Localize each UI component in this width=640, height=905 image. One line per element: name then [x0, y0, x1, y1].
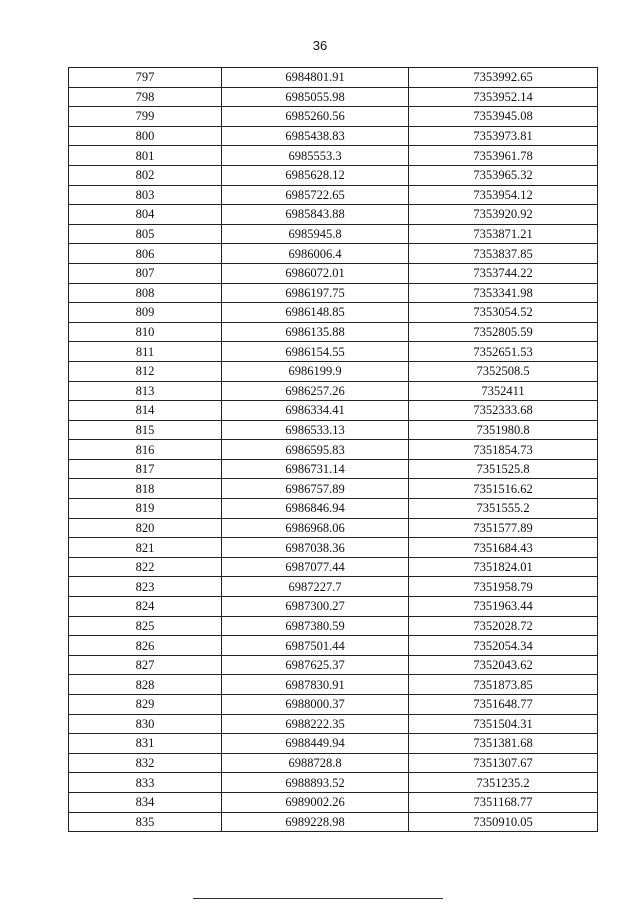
x-coordinate-cell: 6986334.41 [222, 401, 409, 421]
table-row [69, 734, 598, 754]
y-coordinate-cell: 7351168.77 [409, 792, 598, 812]
y-coordinate-cell: 7351684.43 [409, 538, 598, 558]
y-coordinate-cell: 7352054.34 [409, 636, 598, 656]
point-number-cell: 801 [69, 146, 222, 166]
point-number-cell: 823 [69, 577, 222, 597]
x-coordinate-cell: 6989228.98 [222, 812, 409, 832]
y-coordinate-cell: 7353973.81 [409, 126, 598, 146]
point-number-cell: 835 [69, 812, 222, 832]
y-coordinate-cell: 7351963.44 [409, 597, 598, 617]
table-row [69, 244, 598, 264]
y-coordinate-cell: 7352043.62 [409, 655, 598, 675]
table-row [69, 714, 598, 734]
point-number-cell: 831 [69, 734, 222, 754]
point-number-cell: 804 [69, 205, 222, 225]
point-number-cell: 797 [69, 68, 222, 88]
footer-rule [193, 898, 443, 899]
point-number-cell: 826 [69, 636, 222, 656]
x-coordinate-cell: 6986757.89 [222, 479, 409, 499]
point-number-cell: 813 [69, 381, 222, 401]
point-number-cell: 822 [69, 557, 222, 577]
x-coordinate-cell: 6985438.83 [222, 126, 409, 146]
table-row [69, 165, 598, 185]
point-number-cell: 805 [69, 224, 222, 244]
y-coordinate-cell: 7353744.22 [409, 263, 598, 283]
point-number-cell: 806 [69, 244, 222, 264]
table-row [69, 812, 598, 832]
y-coordinate-cell: 7351235.2 [409, 773, 598, 793]
y-coordinate-cell: 7353871.21 [409, 224, 598, 244]
point-number-cell: 815 [69, 420, 222, 440]
table-row [69, 205, 598, 225]
x-coordinate-cell: 6985722.65 [222, 185, 409, 205]
point-number-cell: 833 [69, 773, 222, 793]
table-row [69, 361, 598, 381]
y-coordinate-cell: 7353920.92 [409, 205, 598, 225]
table-row [69, 263, 598, 283]
x-coordinate-cell: 6986199.9 [222, 361, 409, 381]
y-coordinate-cell: 7352651.53 [409, 342, 598, 362]
y-coordinate-cell: 7351980.8 [409, 420, 598, 440]
x-coordinate-cell: 6987830.91 [222, 675, 409, 695]
x-coordinate-cell: 6984801.91 [222, 68, 409, 88]
table-row [69, 146, 598, 166]
table-row [69, 401, 598, 421]
x-coordinate-cell: 6988449.94 [222, 734, 409, 754]
point-number-cell: 807 [69, 263, 222, 283]
point-number-cell: 800 [69, 126, 222, 146]
point-number-cell: 808 [69, 283, 222, 303]
table-row [69, 479, 598, 499]
table-row [69, 185, 598, 205]
table-row [69, 459, 598, 479]
x-coordinate-cell: 6986846.94 [222, 499, 409, 519]
table-row [69, 518, 598, 538]
table-row [69, 675, 598, 695]
table-row [69, 616, 598, 636]
y-coordinate-cell: 7353341.98 [409, 283, 598, 303]
table-row [69, 499, 598, 519]
table-row [69, 342, 598, 362]
point-number-cell: 820 [69, 518, 222, 538]
y-coordinate-cell: 7351958.79 [409, 577, 598, 597]
y-coordinate-cell: 7351381.68 [409, 734, 598, 754]
table-row [69, 224, 598, 244]
y-coordinate-cell: 7353961.78 [409, 146, 598, 166]
table-row [69, 792, 598, 812]
x-coordinate-cell: 6986968.06 [222, 518, 409, 538]
y-coordinate-cell: 7353992.65 [409, 68, 598, 88]
x-coordinate-cell: 6986154.55 [222, 342, 409, 362]
point-number-cell: 816 [69, 440, 222, 460]
y-coordinate-cell: 7351504.31 [409, 714, 598, 734]
table-row [69, 283, 598, 303]
point-number-cell: 802 [69, 165, 222, 185]
x-coordinate-cell: 6988728.8 [222, 753, 409, 773]
x-coordinate-cell: 6986595.83 [222, 440, 409, 460]
table-row [69, 557, 598, 577]
point-number-cell: 832 [69, 753, 222, 773]
table-row [69, 322, 598, 342]
point-number-cell: 829 [69, 695, 222, 715]
point-number-cell: 811 [69, 342, 222, 362]
table-row [69, 381, 598, 401]
point-number-cell: 798 [69, 87, 222, 107]
table-row [69, 753, 598, 773]
x-coordinate-cell: 6986135.88 [222, 322, 409, 342]
y-coordinate-cell: 7352508.5 [409, 361, 598, 381]
x-coordinate-cell: 6988222.35 [222, 714, 409, 734]
y-coordinate-cell: 7351555.2 [409, 499, 598, 519]
y-coordinate-cell: 7351873.85 [409, 675, 598, 695]
y-coordinate-cell: 7352028.72 [409, 616, 598, 636]
x-coordinate-cell: 6987300.27 [222, 597, 409, 617]
y-coordinate-cell: 7353837.85 [409, 244, 598, 264]
point-number-cell: 830 [69, 714, 222, 734]
y-coordinate-cell: 7352805.59 [409, 322, 598, 342]
point-number-cell: 819 [69, 499, 222, 519]
table-row [69, 577, 598, 597]
y-coordinate-cell: 7353954.12 [409, 185, 598, 205]
y-coordinate-cell: 7353952.14 [409, 87, 598, 107]
table-row [69, 655, 598, 675]
point-number-cell: 803 [69, 185, 222, 205]
y-coordinate-cell: 7352333.68 [409, 401, 598, 421]
table-row [69, 107, 598, 127]
coordinates-table-body [69, 68, 598, 832]
x-coordinate-cell: 6985628.12 [222, 165, 409, 185]
point-number-cell: 812 [69, 361, 222, 381]
point-number-cell: 827 [69, 655, 222, 675]
x-coordinate-cell: 6986148.85 [222, 303, 409, 323]
page-number: 36 [312, 38, 328, 53]
table-row [69, 420, 598, 440]
point-number-cell: 799 [69, 107, 222, 127]
table-row [69, 87, 598, 107]
y-coordinate-cell: 7351307.67 [409, 753, 598, 773]
y-coordinate-cell: 7352411 [409, 381, 598, 401]
x-coordinate-cell: 6985055.98 [222, 87, 409, 107]
y-coordinate-cell: 7351516.62 [409, 479, 598, 499]
y-coordinate-cell: 7350910.05 [409, 812, 598, 832]
point-number-cell: 834 [69, 792, 222, 812]
x-coordinate-cell: 6987077.44 [222, 557, 409, 577]
x-coordinate-cell: 6986072.01 [222, 263, 409, 283]
point-number-cell: 810 [69, 322, 222, 342]
y-coordinate-cell: 7351824.01 [409, 557, 598, 577]
x-coordinate-cell: 6986006.4 [222, 244, 409, 264]
x-coordinate-cell: 6987038.36 [222, 538, 409, 558]
table-row [69, 538, 598, 558]
table-row [69, 597, 598, 617]
table-row [69, 303, 598, 323]
point-number-cell: 828 [69, 675, 222, 695]
x-coordinate-cell: 6985945.8 [222, 224, 409, 244]
coordinates-table [68, 67, 598, 832]
point-number-cell: 814 [69, 401, 222, 421]
point-number-cell: 824 [69, 597, 222, 617]
x-coordinate-cell: 6988893.52 [222, 773, 409, 793]
x-coordinate-cell: 6985843.88 [222, 205, 409, 225]
x-coordinate-cell: 6987625.37 [222, 655, 409, 675]
table-row [69, 68, 598, 88]
x-coordinate-cell: 6987380.59 [222, 616, 409, 636]
y-coordinate-cell: 7351854.73 [409, 440, 598, 460]
point-number-cell: 825 [69, 616, 222, 636]
y-coordinate-cell: 7351525.8 [409, 459, 598, 479]
x-coordinate-cell: 6985553.3 [222, 146, 409, 166]
x-coordinate-cell: 6985260.56 [222, 107, 409, 127]
y-coordinate-cell: 7351577.89 [409, 518, 598, 538]
y-coordinate-cell: 7353945.08 [409, 107, 598, 127]
y-coordinate-cell: 7351648.77 [409, 695, 598, 715]
y-coordinate-cell: 7353965.32 [409, 165, 598, 185]
x-coordinate-cell: 6986257.26 [222, 381, 409, 401]
y-coordinate-cell: 7353054.52 [409, 303, 598, 323]
table-row [69, 773, 598, 793]
point-number-cell: 809 [69, 303, 222, 323]
table-row [69, 636, 598, 656]
table-row [69, 126, 598, 146]
table-row [69, 695, 598, 715]
x-coordinate-cell: 6987227.7 [222, 577, 409, 597]
table-row [69, 440, 598, 460]
x-coordinate-cell: 6986731.14 [222, 459, 409, 479]
x-coordinate-cell: 6987501.44 [222, 636, 409, 656]
point-number-cell: 817 [69, 459, 222, 479]
x-coordinate-cell: 6988000.37 [222, 695, 409, 715]
x-coordinate-cell: 6989002.26 [222, 792, 409, 812]
x-coordinate-cell: 6986533.13 [222, 420, 409, 440]
point-number-cell: 821 [69, 538, 222, 558]
point-number-cell: 818 [69, 479, 222, 499]
x-coordinate-cell: 6986197.75 [222, 283, 409, 303]
